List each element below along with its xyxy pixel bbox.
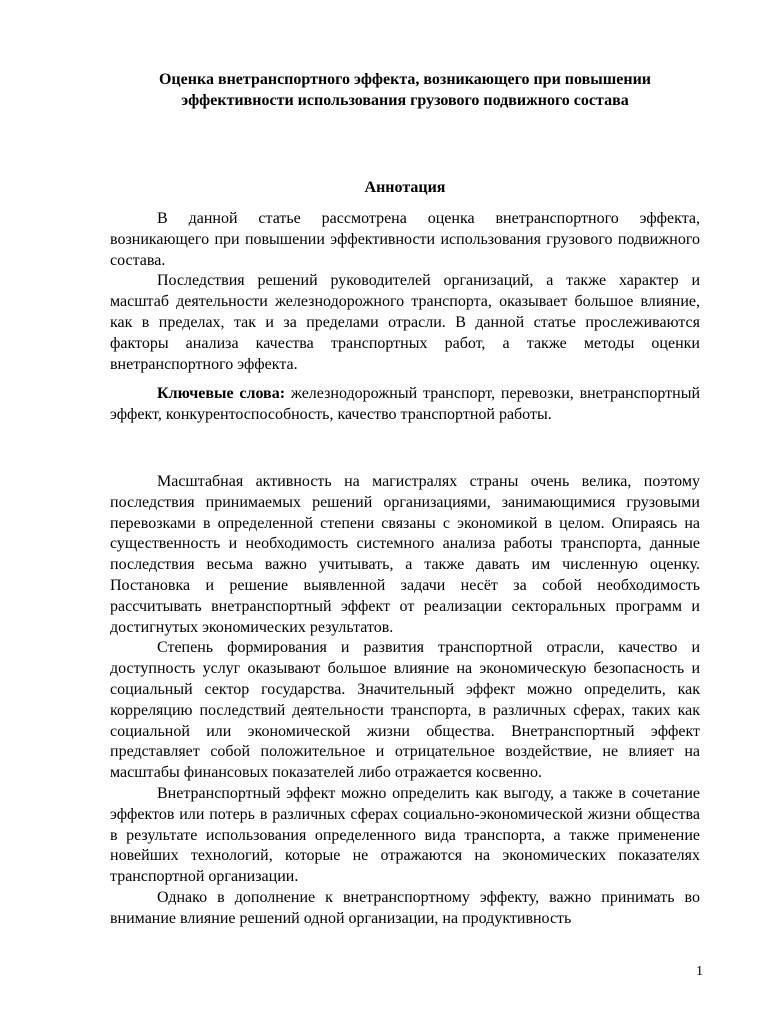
- abstract-section: [110, 209, 700, 375]
- body-section: [110, 472, 700, 930]
- body-paragraph-3: Внетранспортный эффект можно определить как выгоду, а также в сочетание эффектов или потерь в различных сферах социально-экономической жизни общества в результате использования определенного вида транспорта, а также применение новейших технологий, которые не отражаются на экономических показателях транспортной организации.: [110, 784, 700, 886]
- body-paragraph-2: Степень формирования и развития транспортной отрасли, качество и доступность услуг оказывают большое влияние на экономическую безопасность и социальный сектор государства. Значительный эффект можно определить, как корреляцию последствий деятельности транспорта, в различных сферах, таких как социальной или экономической жизни общества. Внетранспортный эффект представляет собой положительное и отрицательное воздействие, не влияет на масштабы финансовых показателей либо отражается косвенно.: [110, 639, 700, 782]
- body-paragraph-4: Однако в дополнение к внетранспортному эффекту, важно принимать во внимание влияние решений одной организации, на продуктивность: [110, 888, 700, 927]
- page-number: 1: [696, 964, 703, 979]
- keywords-text: железнодорожный транспорт, перевозки, внетранспортный эффект, конкурентоспособность, качество транспортной работы.: [110, 385, 701, 423]
- title-line-1: Оценка внетранспортного эффекта, возникающего при повышении: [158, 71, 651, 88]
- abstract-heading: Аннотация: [364, 179, 446, 196]
- abstract-paragraph-2: Последствия решений руководителей организаций, а также характер и масштаб деятельности железнодорожного транспорта, оказывает большое влияние, как в пределах, так и за пределами отрасли. В данной статье прослеживаются факторы анализа качества транспортных работ, а также методы оценки внетранспортного эффекта.: [110, 272, 700, 373]
- keywords-label: Ключевые слова:: [157, 385, 286, 402]
- abstract-paragraph-1: В данной статье рассмотрена оценка внетранспортного эффекта, возникающего при повышении эффективности использования грузового подвижного состава.: [110, 210, 700, 269]
- keywords-paragraph: [110, 384, 700, 426]
- body-paragraph-1: Масштабная активность на магистралях страны очень велика, поэтому последствия принимаемых решений организациями, занимающимися грузовыми перевозками в определенной степени связаны с экономикой в целом. Опираясь на существенность и необходимость системного анализа работы транспорта, данные последствия весьма важно учитывать, а также давать им численную оценку. Постановка и решение выявленной задачи несёт за собой необходимость рассчитывать внетранспортный эффект от реализации секторальных программ и достигнутых экономических результатов.: [110, 473, 700, 636]
- document-title: [110, 69, 700, 111]
- title-line-2: эффективности использования грузового подвижного состава: [181, 92, 629, 109]
- keywords-section: [110, 384, 700, 426]
